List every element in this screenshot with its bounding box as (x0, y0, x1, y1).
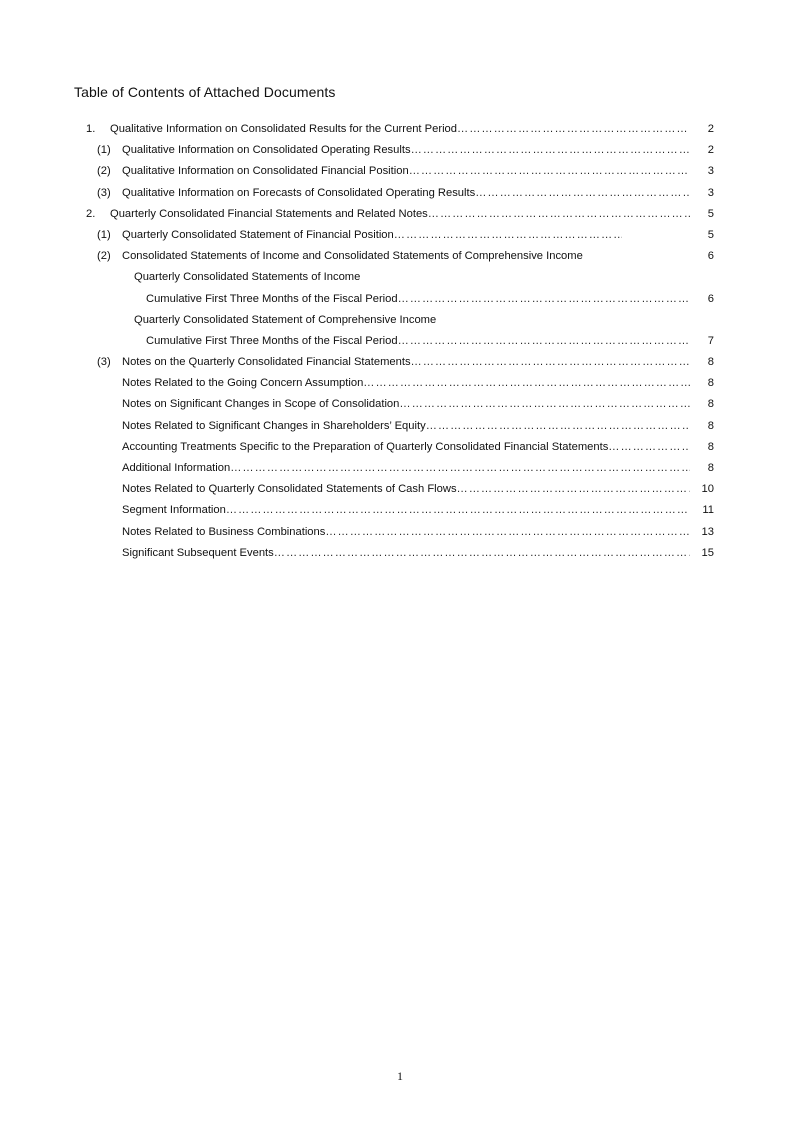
toc-entry[interactable] (0, 352, 800, 373)
table-of-contents (0, 119, 800, 564)
toc-entry-page: 10 (701, 483, 714, 496)
toc-entry-number: (1) (97, 228, 111, 241)
dot-leader (457, 483, 690, 495)
toc-entry-label: Significant Subsequent Events (122, 546, 274, 559)
toc-entry-label: Qualitative Information on Consolidated Operating Results (122, 144, 411, 157)
toc-entry[interactable] (0, 543, 800, 564)
toc-entry[interactable] (0, 416, 800, 437)
toc-entry-page: 5 (707, 207, 714, 220)
toc-entry-page: 5 (707, 228, 714, 241)
toc-entry-number: (1) (97, 144, 111, 157)
toc-entry-page: 3 (707, 186, 714, 199)
toc-entry[interactable] (0, 522, 800, 543)
dot-leader (411, 144, 690, 156)
toc-entry-label: Segment Information (122, 504, 226, 517)
toc-entry[interactable] (0, 246, 800, 267)
dot-leader (475, 187, 690, 199)
toc-entry-label: Additional Information (122, 462, 231, 474)
toc-entry-label: Qualitative Information on Consolidated Financial Position (122, 165, 409, 178)
dot-leader (325, 526, 690, 538)
toc-subheading (0, 310, 800, 331)
toc-entry-label: Notes Related to Significant Changes in Shareholders’ Equity (122, 419, 426, 432)
toc-entry-label: Notes on the Quarterly Consolidated Financial Statements (122, 356, 411, 369)
toc-entry-page: 13 (701, 525, 714, 538)
toc-entry[interactable] (0, 331, 800, 352)
toc-entry-page: 8 (707, 356, 714, 369)
dot-leader (426, 420, 690, 432)
dot-leader (398, 335, 690, 347)
toc-entry-page: 8 (707, 419, 714, 432)
toc-entry-label: Cumulative First Three Months of the Fiscal Period (146, 334, 398, 347)
toc-entry[interactable] (0, 161, 800, 182)
toc-entry-label: Qualitative Information on Consolidated Results for the Current Period (110, 123, 457, 135)
toc-entry-label: Quarterly Consolidated Financial Statements and Related Notes (110, 207, 428, 220)
toc-entry-number: (2) (97, 250, 111, 263)
toc-entry-number: (2) (97, 165, 111, 178)
toc-entry-page: 2 (707, 123, 714, 135)
toc-entry[interactable] (0, 204, 800, 225)
toc-entry-page: 8 (707, 377, 714, 390)
dot-leader (608, 441, 690, 453)
toc-entry-page: 6 (707, 250, 714, 263)
toc-entry-page: 8 (707, 462, 714, 474)
toc-entry-label: Cumulative First Three Months of the Fiscal Period (146, 292, 398, 305)
dot-leader (274, 547, 690, 559)
dot-leader (428, 208, 690, 220)
toc-entry[interactable] (0, 183, 800, 204)
toc-entry-label: Notes Related to the Going Concern Assumption (122, 377, 364, 390)
toc-entry-label: Consolidated Statements of Income and Consolidated Statements of Comprehensive Income (122, 250, 583, 263)
toc-subheading-label: Quarterly Consolidated Statement of Comprehensive Income (134, 313, 437, 326)
dot-leader (457, 123, 690, 135)
toc-entry-page: 6 (707, 292, 714, 305)
toc-entry-label: Qualitative Information on Forecasts of Consolidated Operating Results (122, 186, 476, 199)
toc-entry-label: Notes Related to Business Combinations (122, 525, 326, 538)
toc-entry[interactable] (0, 140, 800, 161)
dot-leader (409, 165, 690, 177)
dot-leader (399, 398, 690, 410)
dot-leader (363, 377, 690, 389)
toc-entry-page: 8 (707, 440, 714, 453)
toc-entry[interactable] (0, 119, 800, 140)
toc-entry[interactable] (0, 437, 800, 458)
toc-entry-number: (3) (97, 356, 111, 369)
toc-entry[interactable] (0, 500, 800, 521)
dot-leader (398, 293, 690, 305)
toc-entry-page: 3 (707, 165, 714, 178)
toc-entry-page: 15 (701, 546, 714, 559)
toc-entry[interactable] (0, 458, 800, 479)
toc-subheading (0, 267, 800, 288)
toc-entry-page: 2 (707, 144, 714, 157)
toc-entry-label: Notes on Significant Changes in Scope of Consolidation (122, 398, 400, 411)
toc-entry-number: 2. (86, 207, 96, 220)
toc-entry[interactable] (0, 394, 800, 415)
toc-subheading-label: Quarterly Consolidated Statements of Income (134, 271, 361, 284)
toc-entry-label: Notes Related to Quarterly Consolidated Statements of Cash Flows (122, 483, 457, 496)
dot-leader (411, 356, 690, 368)
toc-entry[interactable] (0, 373, 800, 394)
toc-entry-page: 7 (707, 334, 714, 347)
page-number: 1 (397, 1069, 403, 1083)
document-title: Table of Contents of Attached Documents (74, 84, 336, 100)
toc-entry-page: 8 (707, 398, 714, 411)
toc-entry-number: 1. (86, 123, 96, 135)
toc-entry[interactable] (0, 225, 800, 246)
toc-entry-label: Quarterly Consolidated Statement of Financial Position (122, 228, 394, 241)
dot-leader (226, 504, 690, 516)
toc-entry[interactable] (0, 289, 800, 310)
dot-leader (230, 462, 690, 474)
toc-entry-number: (3) (97, 186, 111, 199)
toc-entry-page: 11 (702, 504, 714, 517)
toc-entry[interactable] (0, 479, 800, 500)
toc-entry-label: Accounting Treatments Specific to the Preparation of Quarterly Consolidated Financial Statements (122, 440, 609, 453)
dot-leader (394, 229, 622, 241)
